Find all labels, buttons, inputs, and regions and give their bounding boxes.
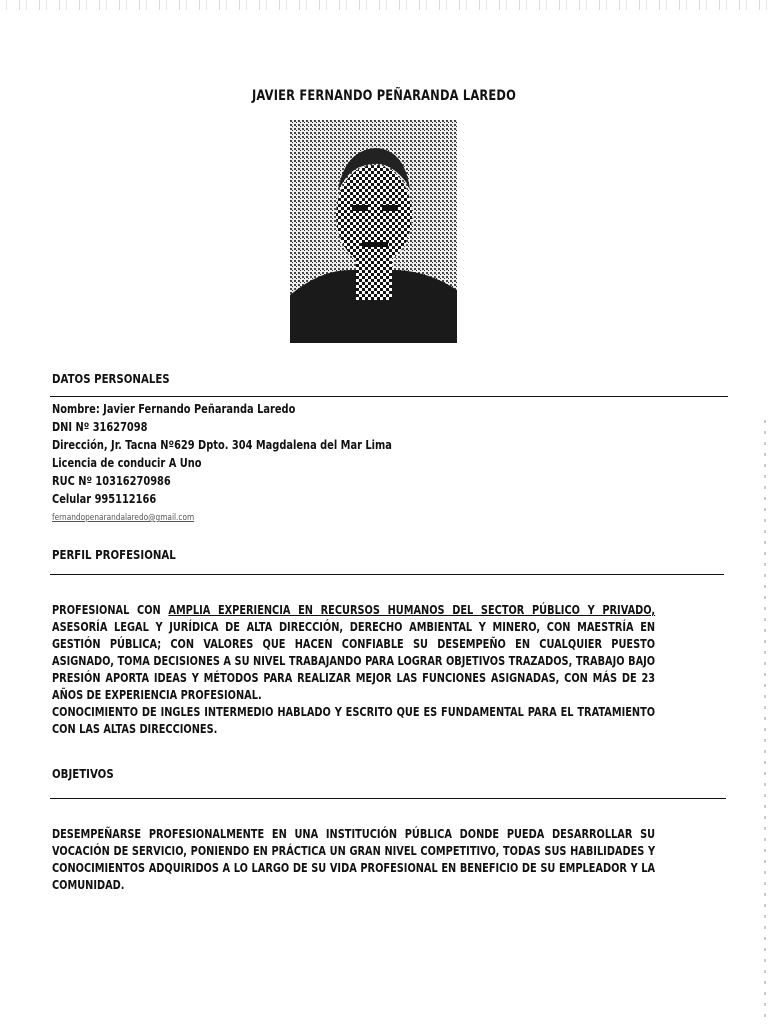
info-line-address: Dirección, Jr. Tacna Nº629 Dpto. 304 Magdalena del Mar Lima — [52, 438, 392, 452]
info-line-license: Licencia de conducir A Uno — [52, 456, 202, 470]
profile-text-highlight: AMPLIA EXPERIENCIA EN RECURSOS HUMANOS DEL SECTOR PÚBLICO Y PRIVADO, — [168, 603, 656, 617]
profile-paragraph — [52, 602, 655, 738]
profile-text-rest: ASESORÍA LEGAL Y JURÍDICA DE ALTA DIRECCIÓN, DERECHO AMBIENTAL Y MINERO, CON MAESTRÍA EN GESTIÓN PÚBLICA; CON VALORES QUE HACEN CONFIABLE SU DESEMPEÑO EN CUALQUIER PUESTO ASIGNADO, TOMA DECISIONES A SU NIVEL TRABAJANDO PARA LOGRAR OBJETIVOS TRAZADOS, TRABAJO BAJO PRESIÓN APORTA IDEAS Y MÉTODOS PARA REALIZAR MEJOR LAS FUNCIONES ASIGNADAS, CON MÁS DE 23 AÑOS DE EXPERIENCIA PROFESIONAL. — [52, 620, 656, 702]
personal-info-block — [52, 400, 472, 526]
info-line-dni: DNI Nº 31627098 — [52, 420, 148, 434]
section-title-objectives: OBJETIVOS — [52, 767, 114, 781]
scan-edge — [764, 420, 766, 1020]
objectives-paragraph: DESEMPEÑARSE PROFESIONALMENTE EN UNA INSTITUCIÓN PÚBLICA DONDE PUEDA DESARROLLAR SU VOCACIÓN DE SERVICIO, PONIENDO EN PRÁCTICA UN GRAN NIVEL COMPETITIVO, TODAS SUS HABILIDADES Y CONOCIMIENTOS ADQUIRIDOS A LO LARGO DE SU VIDA PROFESIONAL EN BENEFICIO DE SU EMPLEADOR Y LA COMUNIDAD. — [52, 827, 656, 892]
email-link[interactable]: fernandopenarandalaredo@gmail.com — [52, 513, 195, 523]
info-line-ruc: RUC Nº 10316270986 — [52, 474, 171, 488]
section-title-profile: PERFIL PROFESIONAL — [52, 548, 176, 562]
section-divider — [50, 574, 724, 575]
section-title-personal: DATOS PERSONALES — [52, 372, 170, 386]
scan-noise — [0, 0, 768, 10]
profile-text-start: PROFESIONAL CON — [52, 603, 169, 617]
section-divider — [50, 798, 726, 799]
profile-photo — [290, 120, 457, 343]
cv-name-title: JAVIER FERNANDO PEÑARANDA LAREDO — [251, 88, 517, 104]
profile-text-english: CONOCIMIENTO DE INGLES INTERMEDIO HABLADO Y ESCRITO QUE ES FUNDAMENTAL PARA EL TRATAMIENTO CON LAS ALTAS DIRECCIONES. — [52, 705, 656, 736]
info-line-phone: Celular 995112166 — [52, 492, 157, 506]
section-divider — [50, 396, 728, 397]
info-line-name: Nombre: Javier Fernando Peñaranda Laredo — [52, 402, 296, 416]
